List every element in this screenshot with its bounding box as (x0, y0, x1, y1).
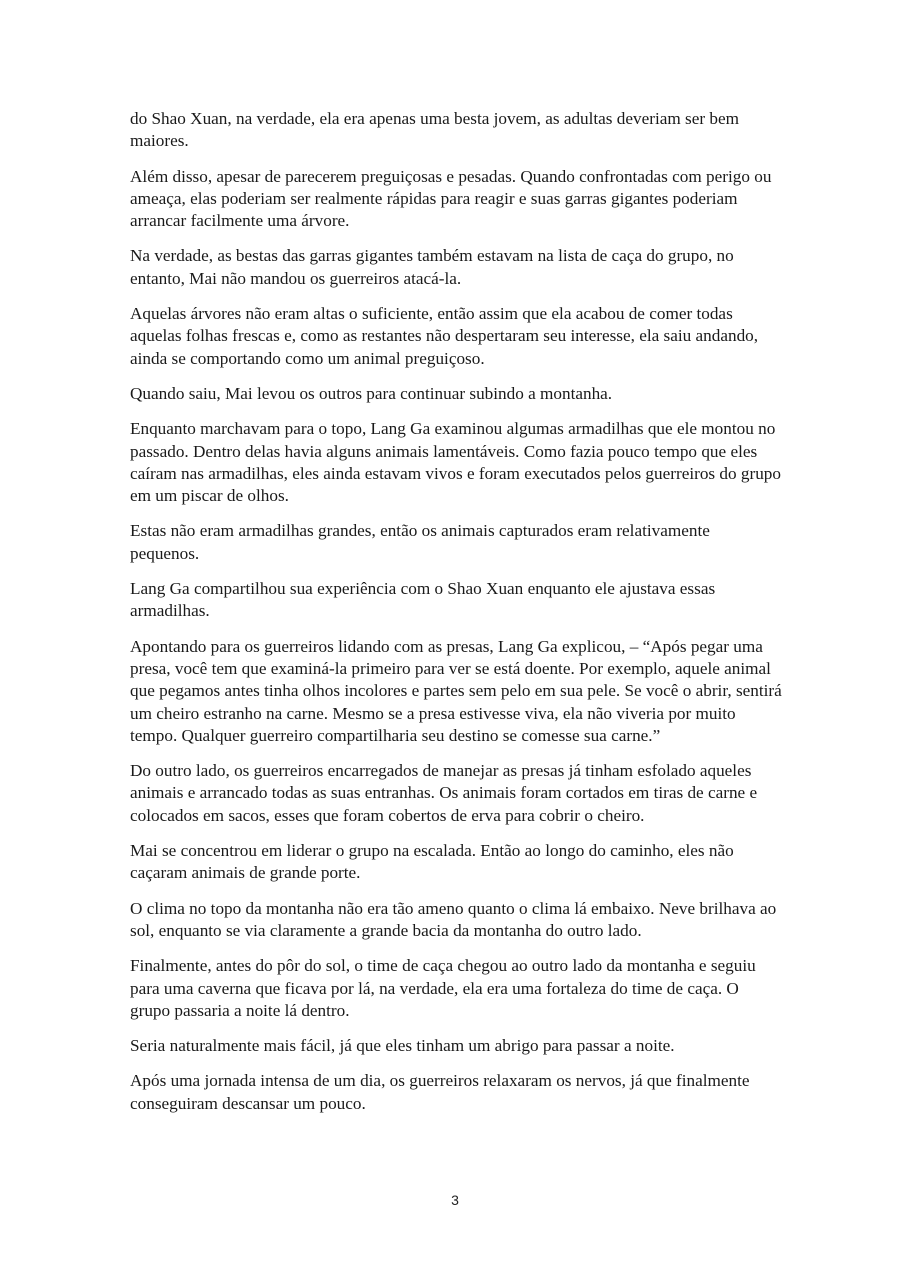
paragraph: Estas não eram armadilhas grandes, então os animais capturados eram relativamente pequenos. (130, 521, 710, 563)
paragraph: Quando saiu, Mai levou os outros para continuar subindo a montanha. (130, 383, 613, 403)
paragraph: Do outro lado, os guerreiros encarregados de manejar as presas já tinham esfolado aqueles animais e arrancado todas as suas entranhas. Os animais foram cortados em tiras de carne e colocados em sacos, esses que foram cobertos de erva para cobrir o cheiro. (130, 761, 758, 825)
paragraph: Lang Ga compartilhou sua experiência com o Shao Xuan enquanto ele ajustava essas armadilhas. (130, 579, 716, 621)
paragraph: Enquanto marchavam para o topo, Lang Ga examinou algumas armadilhas que ele montou no passado. Dentro delas havia alguns animais lamentáveis. Como fazia pouco tempo que eles caíram nas armadilhas, eles ainda estavam vivos e foram executados pelos guerreiros do grupo em um piscar de olhos. (130, 419, 781, 506)
document-body (130, 108, 782, 1128)
paragraph: Após uma jornada intensa de um dia, os guerreiros relaxaram os nervos, já que finalmente conseguiram descansar um pouco. (130, 1071, 750, 1113)
paragraph: O clima no topo da montanha não era tão ameno quanto o clima lá embaixo. Neve brilhava ao sol, enquanto se via claramente a grande bacia da montanha do outro lado. (130, 898, 777, 940)
paragraph: Além disso, apesar de parecerem preguiçosas e pesadas. Quando confrontadas com perigo ou ameaça, elas poderiam ser realmente rápidas para reagir e suas garras gigantes poderiam arrancar facilmente uma árvore. (130, 166, 772, 231)
paragraph: Aquelas árvores não eram altas o suficiente, então assim que ela acabou de comer todas aquelas folhas frescas e, como as restantes não despertaram seu interesse, ela saiu andando, ainda se comportando como um animal preguiçoso. (130, 304, 759, 368)
paragraph: do Shao Xuan, na verdade, ela era apenas uma besta jovem, as adultas deveriam ser bem maiores. (130, 109, 739, 151)
paragraph: Mai se concentrou em liderar o grupo na escalada. Então ao longo do caminho, eles não caçaram animais de grande porte. (130, 841, 734, 883)
paragraph: Na verdade, as bestas das garras gigantes também estavam na lista de caça do grupo, no entanto, Mai não mandou os guerreiros atacá-la. (130, 246, 734, 288)
paragraph: Seria naturalmente mais fácil, já que eles tinham um abrigo para passar a noite. (130, 1036, 675, 1056)
paragraph: Finalmente, antes do pôr do sol, o time de caça chegou ao outro lado da montanha e seguiu para uma caverna que ficava por lá, na verdade, ela era uma fortaleza do time de caça. O grupo passaria a noite lá dentro. (130, 956, 756, 1020)
paragraph: Apontando para os guerreiros lidando com as presas, Lang Ga explicou, – “Após pegar uma presa, você tem que examiná-la primeiro para ver se está doente. Por exemplo, aquele animal que pegamos antes tinha olhos incolores e partes sem pelo em sua pele. Se você o abrir, sentirá um cheiro estranho na carne. Mesmo se a presa estivesse viva, ela não viveria por muito tempo. Qualquer guerreiro compartilharia seu destino se comesse sua carne.” (130, 636, 782, 745)
page-number: 3 (451, 1192, 459, 1208)
